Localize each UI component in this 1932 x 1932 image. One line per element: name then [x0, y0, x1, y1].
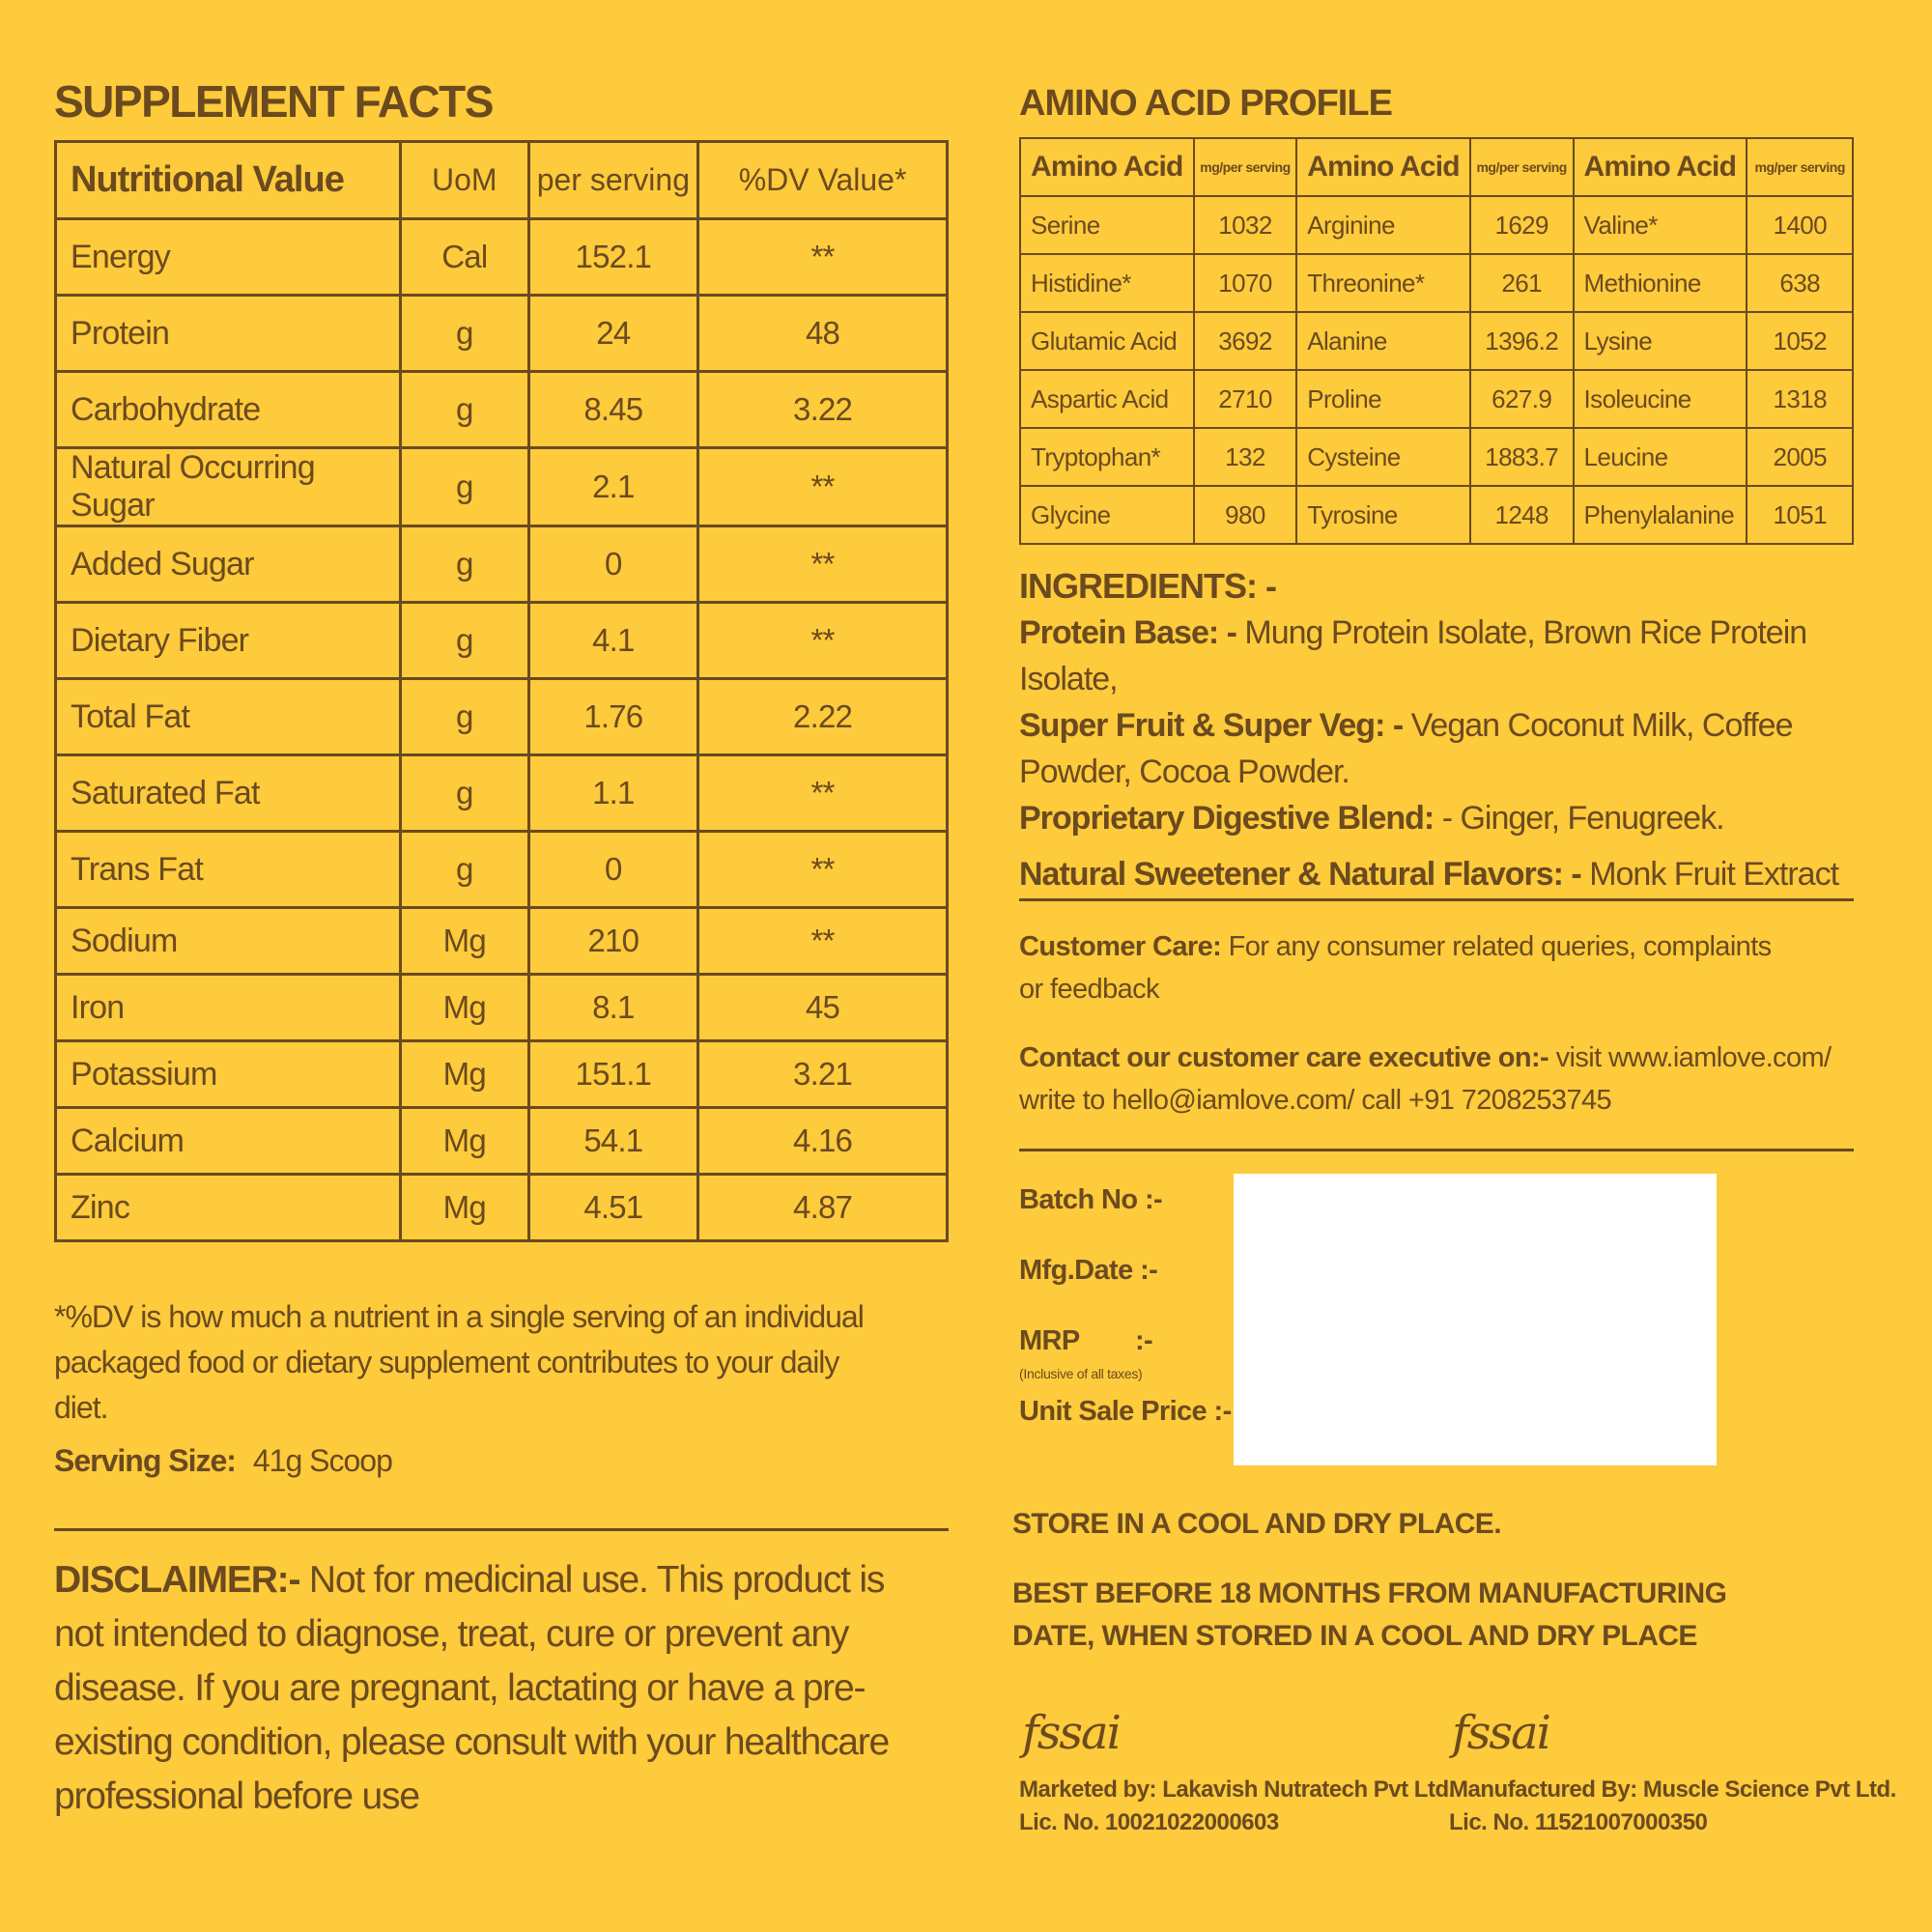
ingredient-value: - Ginger, Fenugreek.: [1441, 800, 1724, 837]
amino-acid-value: 1318: [1747, 370, 1853, 428]
table-row: [56, 219, 948, 296]
table-row: [56, 832, 948, 908]
per-serving-cell: 2.1: [528, 448, 698, 526]
amino-acid-name: Glutamic Acid: [1020, 312, 1194, 370]
ingredient-super: [1019, 702, 1869, 795]
mrp-label: MRP: [1019, 1325, 1080, 1356]
dv-cell: 4.87: [698, 1175, 948, 1241]
per-serving-cell: 1.76: [528, 679, 698, 755]
table-header-row: [56, 142, 948, 219]
column-header: %DV Value*: [698, 142, 948, 219]
table-row: [1020, 254, 1853, 312]
amino-acid-value: 1052: [1747, 312, 1853, 370]
amino-acid-name: Glycine: [1020, 486, 1194, 544]
mrp-note: (Inclusive of all taxes): [1019, 1366, 1143, 1381]
unit-cell: Mg: [401, 908, 529, 975]
per-serving-cell: 8.45: [528, 372, 698, 448]
table-row: [56, 296, 948, 372]
amino-acid-value: 627.9: [1470, 370, 1574, 428]
dv-cell: 2.22: [698, 679, 948, 755]
amino-acid-value: 1248: [1470, 486, 1574, 544]
amino-acid-value: 1051: [1747, 486, 1853, 544]
best-before: BEST BEFORE 18 MONTHS FROM MANUFACTURING DATE, WHEN STORED IN A COOL AND DRY PLACE: [1012, 1577, 1727, 1652]
table-row: [56, 679, 948, 755]
nutrient-name: Iron: [56, 975, 401, 1041]
table-row: [1020, 428, 1853, 486]
unit-cell: Mg: [401, 1108, 529, 1175]
manufactured-by-text: Manufactured By: Muscle Science Pvt Ltd.: [1449, 1776, 1896, 1803]
divider: [54, 1528, 949, 1531]
amino-acid-name: Threonine*: [1296, 254, 1470, 312]
table-row: [1020, 370, 1853, 428]
unit-cell: g: [401, 603, 529, 679]
unit-cell: g: [401, 372, 529, 448]
column-header: mg/per serving: [1470, 138, 1574, 196]
unit-cell: Mg: [401, 1175, 529, 1241]
amino-acid-value: 3692: [1194, 312, 1297, 370]
table-row: [56, 1108, 948, 1175]
ingredient-value: Vegan Coconut Milk, Coffee Powder, Cocoa Powder.: [1019, 707, 1793, 790]
column-header: Amino Acid: [1296, 138, 1470, 196]
storage-instruction: STORE IN A COOL AND DRY PLACE.: [1012, 1508, 1501, 1540]
supplement-facts-table: [54, 140, 949, 1242]
unit-cell: Mg: [401, 1041, 529, 1108]
nutrient-name: Trans Fat: [56, 832, 401, 908]
table-row: [56, 603, 948, 679]
unit-cell: g: [401, 755, 529, 832]
per-serving-cell: 152.1: [528, 219, 698, 296]
ingredient-digestive: [1019, 795, 1889, 841]
per-serving-cell: 0: [528, 832, 698, 908]
contact-text: visit www.iamlove.com/ write to hello@iamlove.com/ call +91 7208253745: [1019, 1042, 1832, 1116]
amino-acid-name: Arginine: [1296, 196, 1470, 254]
amino-acid-name: Isoleucine: [1574, 370, 1747, 428]
ingredient-protein-base: [1019, 610, 1889, 702]
fssai-logo-icon: fssai: [1022, 1706, 1120, 1760]
table-row: [56, 372, 948, 448]
amino-acid-name: Methionine: [1574, 254, 1747, 312]
fssai-logo-icon: fssai: [1452, 1706, 1549, 1760]
amino-acid-value: 2710: [1194, 370, 1297, 428]
contact-label: Contact our customer care executive on:-: [1019, 1042, 1549, 1073]
nutrient-name: Sodium: [56, 908, 401, 975]
amino-acid-name: Aspartic Acid: [1020, 370, 1194, 428]
column-header: mg/per serving: [1194, 138, 1297, 196]
table-row: [56, 908, 948, 975]
marketed-by: [1019, 1774, 1455, 1839]
divider: [1019, 898, 1854, 901]
table-row: [56, 975, 948, 1041]
mfg-date-label: Mfg.Date :-: [1019, 1255, 1158, 1286]
unit-cell: g: [401, 448, 529, 526]
per-serving-cell: 1.1: [528, 755, 698, 832]
amino-acid-name: Phenylalanine: [1574, 486, 1747, 544]
serving-size-value: 41g Scoop: [252, 1443, 392, 1478]
table-row: [56, 1041, 948, 1108]
amino-acid-name: Leucine: [1574, 428, 1747, 486]
nutrient-name: Saturated Fat: [56, 755, 401, 832]
amino-acid-value: 2005: [1747, 428, 1853, 486]
customer-care-text: For any consumer related queries, complaints or feedback: [1019, 931, 1772, 1005]
amino-acid-name: Alanine: [1296, 312, 1470, 370]
amino-acid-table: [1019, 137, 1854, 545]
dv-cell: 3.22: [698, 372, 948, 448]
per-serving-cell: 151.1: [528, 1041, 698, 1108]
serving-size-label: Serving Size:: [54, 1443, 236, 1478]
amino-acid-name: Cysteine: [1296, 428, 1470, 486]
ingredients-section: [1019, 563, 1889, 897]
nutrient-name: Zinc: [56, 1175, 401, 1241]
unit-cell: Cal: [401, 219, 529, 296]
unit-sale-price-label: Unit Sale Price :-: [1019, 1396, 1232, 1427]
disclaimer: [54, 1553, 923, 1824]
mrp-separator: :-: [1135, 1325, 1153, 1356]
dv-cell: **: [698, 832, 948, 908]
serving-size: [54, 1443, 392, 1479]
amino-acid-name: Lysine: [1574, 312, 1747, 370]
customer-care: [1019, 925, 1773, 1010]
ingredient-value: Monk Fruit Extract: [1589, 856, 1839, 893]
ingredient-sweetener: [1019, 851, 1889, 897]
nutrient-name: Dietary Fiber: [56, 603, 401, 679]
amino-acid-value: 1070: [1194, 254, 1297, 312]
disclaimer-text: Not for medicinal use. This product is not intended to diagnose, treat, cure or prevent any disease. If you are pregnant, lactating or have a pre-existing condition, please consult with your healthcare professional before use: [54, 1559, 890, 1817]
manufactured-by: [1449, 1774, 1896, 1839]
table-header-row: [1020, 138, 1853, 196]
per-serving-cell: 210: [528, 908, 698, 975]
unit-cell: g: [401, 296, 529, 372]
amino-acid-value: 1032: [1194, 196, 1297, 254]
dv-cell: 48: [698, 296, 948, 372]
amino-acid-name: Tyrosine: [1296, 486, 1470, 544]
table-row: [1020, 312, 1853, 370]
dv-cell: 45: [698, 975, 948, 1041]
dv-cell: **: [698, 526, 948, 603]
per-serving-cell: 4.1: [528, 603, 698, 679]
column-header: mg/per serving: [1747, 138, 1853, 196]
nutrient-name: Total Fat: [56, 679, 401, 755]
column-header: Nutritional Value: [56, 142, 401, 219]
per-serving-cell: 54.1: [528, 1108, 698, 1175]
dv-cell: **: [698, 603, 948, 679]
amino-acid-name: Histidine*: [1020, 254, 1194, 312]
disclaimer-label: DISCLAIMER:-: [54, 1559, 300, 1601]
dv-cell: 3.21: [698, 1041, 948, 1108]
divider: [1019, 1149, 1854, 1151]
customer-care-label: Customer Care:: [1019, 931, 1222, 962]
ingredient-label: Proprietary Digestive Blend:: [1019, 800, 1435, 837]
nutrient-name: Added Sugar: [56, 526, 401, 603]
dv-cell: **: [698, 755, 948, 832]
amino-acid-value: 132: [1194, 428, 1297, 486]
nutrient-name: Carbohydrate: [56, 372, 401, 448]
marketed-by-text: Marketed by: Lakavish Nutratech Pvt Ltd.: [1019, 1776, 1455, 1803]
manufactured-by-license: Lic. No. 11521007000350: [1449, 1809, 1708, 1835]
amino-acid-title: AMINO ACID PROFILE: [1019, 83, 1392, 124]
amino-acid-name: Serine: [1020, 196, 1194, 254]
per-serving-cell: 8.1: [528, 975, 698, 1041]
dv-footnote: *%DV is how much a nutrient in a single serving of an individual packaged food or dietary supplement contributes to your daily diet.: [54, 1299, 864, 1425]
amino-acid-value: 980: [1194, 486, 1297, 544]
amino-acid-value: 1400: [1747, 196, 1853, 254]
table-row: [56, 448, 948, 526]
nutrient-name: Natural Occurring Sugar: [56, 448, 401, 526]
nutrient-name: Energy: [56, 219, 401, 296]
column-header: Amino Acid: [1020, 138, 1194, 196]
dv-cell: **: [698, 908, 948, 975]
amino-acid-name: Valine*: [1574, 196, 1747, 254]
nutrient-name: Potassium: [56, 1041, 401, 1108]
supplement-facts-title: SUPPLEMENT FACTS: [54, 76, 493, 127]
amino-acid-name: Tryptophan*: [1020, 428, 1194, 486]
dv-cell: 4.16: [698, 1108, 948, 1175]
nutrient-name: Calcium: [56, 1108, 401, 1175]
unit-cell: Mg: [401, 975, 529, 1041]
dv-cell: **: [698, 219, 948, 296]
ingredient-value: Mung Protein Isolate, Brown Rice Protein Isolate,: [1019, 614, 1807, 697]
nutrient-name: Protein: [56, 296, 401, 372]
column-header: Amino Acid: [1574, 138, 1747, 196]
ingredient-label: Protein Base: -: [1019, 614, 1236, 651]
per-serving-cell: 4.51: [528, 1175, 698, 1241]
amino-acid-value: 1883.7: [1470, 428, 1574, 486]
amino-acid-value: 1629: [1470, 196, 1574, 254]
customer-care-contact: [1019, 1037, 1869, 1122]
per-serving-cell: 24: [528, 296, 698, 372]
unit-cell: g: [401, 832, 529, 908]
amino-acid-name: Proline: [1296, 370, 1470, 428]
amino-acid-value: 261: [1470, 254, 1574, 312]
dv-cell: **: [698, 448, 948, 526]
column-header: UoM: [401, 142, 529, 219]
unit-cell: g: [401, 526, 529, 603]
batch-info-box: [1234, 1174, 1717, 1465]
per-serving-cell: 0: [528, 526, 698, 603]
table-row: [56, 755, 948, 832]
amino-acid-value: 1396.2: [1470, 312, 1574, 370]
marketed-by-license: Lic. No. 10021022000603: [1019, 1809, 1279, 1835]
unit-cell: g: [401, 679, 529, 755]
table-row: [56, 526, 948, 603]
column-header: per serving: [528, 142, 698, 219]
amino-acid-value: 638: [1747, 254, 1853, 312]
ingredients-title: INGREDIENTS: -: [1019, 566, 1277, 606]
ingredient-label: Super Fruit & Super Veg: -: [1019, 707, 1404, 744]
batch-no-label: Batch No :-: [1019, 1184, 1163, 1215]
table-row: [1020, 486, 1853, 544]
table-row: [56, 1175, 948, 1241]
ingredient-label: Natural Sweetener & Natural Flavors: -: [1019, 856, 1581, 893]
table-row: [1020, 196, 1853, 254]
